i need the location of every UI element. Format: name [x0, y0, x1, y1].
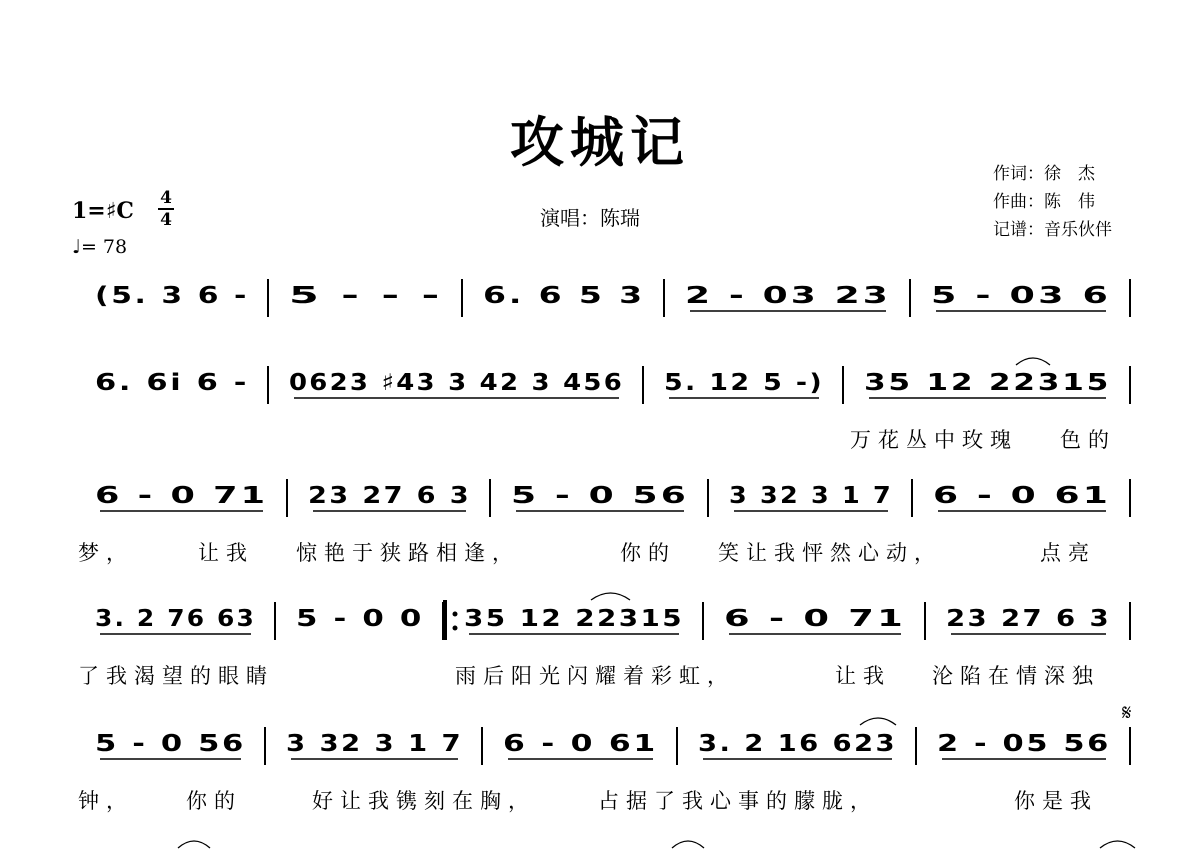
- slur-arc: [1016, 358, 1050, 365]
- measure-notes: 6 - 0 71: [724, 606, 906, 632]
- measure-notes: 5 - 0 0: [296, 606, 424, 632]
- page-title: 攻城记: [510, 110, 690, 174]
- measure-notes: 5 - 0 56: [95, 731, 246, 757]
- measure-notes: 35 12 22315: [864, 370, 1111, 396]
- measure-notes: 6 - 0 61: [933, 483, 1111, 509]
- lyric-phrase: 惊艳于狭路相逢，: [296, 541, 520, 565]
- slur-arc: [1100, 841, 1135, 848]
- lyric-phrase: 钟，: [78, 789, 134, 813]
- slur-arc: [860, 718, 896, 725]
- transcriber-credit: 记谱：音乐伙伴: [993, 220, 1112, 240]
- time-signature-denominator: 4: [160, 210, 172, 230]
- lyric-phrase: 点亮: [1040, 541, 1096, 565]
- repeat-dot: [453, 612, 458, 617]
- measure-notes: 35 12 22315: [464, 606, 684, 632]
- measure-notes: 3. 2 16 623: [698, 731, 897, 757]
- lyric-phrase: 雨后阳光闪耀着彩虹，: [455, 664, 735, 688]
- measure-notes: (5. 3 6 -: [95, 283, 249, 309]
- segno-icon: 𝄋: [1122, 701, 1132, 726]
- measure-notes: 2 - 03 23: [685, 283, 891, 309]
- lyric-phrase: 万花丛中玫瑰: [850, 428, 1018, 452]
- lyric-phrase: 你的: [620, 541, 676, 565]
- lyric-phrase: 好让我镌刻在胸，: [312, 789, 536, 813]
- measure-notes: 6 - 0 61: [503, 731, 658, 757]
- measure-notes: 6. 6 5 3: [483, 283, 645, 309]
- measure-notes: 5 - 03 6: [931, 283, 1111, 309]
- measure-notes: 3. 2 76 63: [95, 606, 256, 632]
- lyric-phrase: 梦，: [78, 541, 134, 565]
- measure-notes: 0623 ♯43 3 42 3 456: [289, 370, 624, 396]
- repeat-start-thick: [443, 600, 447, 640]
- lyric-phrase: 你的: [186, 789, 242, 813]
- key-signature: 1=♯C: [72, 198, 134, 224]
- composer-credit: 作曲：陈 伟: [993, 192, 1095, 212]
- slur-arc: [178, 841, 210, 848]
- performer-credit: 演唱：陈瑞: [540, 206, 640, 230]
- lyric-phrase: 占据了我心事的朦胧，: [598, 789, 878, 813]
- lyric-phrase: 笑让我怦然心动，: [718, 541, 942, 565]
- repeat-dot: [453, 626, 458, 631]
- lyric-phrase: 沦陷在情深独: [932, 664, 1100, 688]
- lyric-phrase: 让我: [835, 664, 891, 688]
- slur-arc: [591, 593, 630, 600]
- lyric-phrase: 了我渴望的眼睛: [78, 664, 274, 688]
- measure-notes: 23 27 6 3: [308, 483, 471, 509]
- time-signature-numerator: 4: [160, 188, 172, 208]
- slur-arc: [672, 841, 704, 848]
- measure-notes: 5 - 0 56: [511, 483, 689, 509]
- measure-notes: 5 - - -: [289, 283, 443, 309]
- measure-notes: 6. 6i 6 -: [95, 370, 249, 396]
- lyric-phrase: 色的: [1060, 428, 1116, 452]
- measure-notes: 3 32 3 1 7: [729, 483, 893, 509]
- lyricist-credit: 作词：徐 杰: [993, 164, 1095, 184]
- measure-notes: 2 - 05 56: [937, 731, 1111, 757]
- measure-notes: 6 - 0 71: [95, 483, 268, 509]
- lyric-phrase: 你是我: [1014, 789, 1098, 813]
- measure-notes: 23 27 6 3: [946, 606, 1111, 632]
- lyric-phrase: 让我: [198, 541, 254, 565]
- tempo-marking: ♩= 78: [72, 236, 128, 258]
- measure-notes: 3 32 3 1 7: [286, 731, 463, 757]
- measure-notes: 5. 12 5 -): [664, 370, 824, 396]
